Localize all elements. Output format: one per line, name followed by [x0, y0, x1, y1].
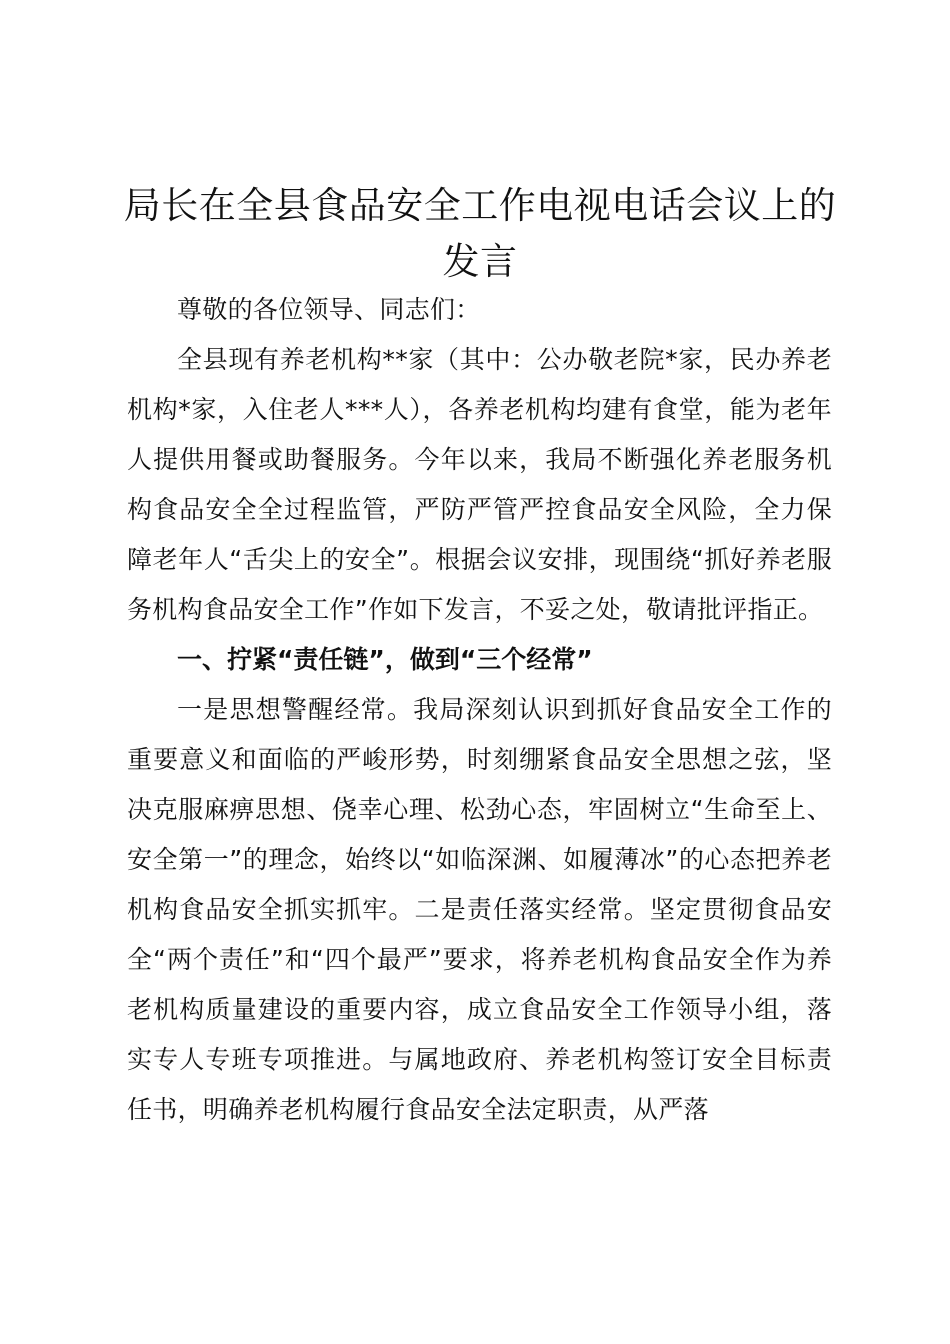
- intro-paragraph: 全县现有养老机构**家（其中：公办敬老院*家，民办养老机构*家，入住老人***人），各养老机构均建有食堂，能为老年人提供用餐或助餐服务。今年以来，我局不断强化养老服务机构食品安全全过程监管，严防严管严控食品安全风险，全力保障老年人“舌尖上的安全”。根据会议安排，现围绕“抓好养老服务机构食品安全工作”作如下发言，不妥之处，敬请批评指正。: [127, 345, 832, 624]
- salutation: 尊敬的各位领导、同志们：: [177, 295, 481, 324]
- section-heading: 一、拧紧“责任链”，做到“三个经常”: [177, 645, 593, 674]
- document-title: 局长在全县食品安全工作电视电话会议上的发言: [123, 184, 837, 283]
- document-body: [127, 285, 832, 1135]
- section-paragraph: 一是思想警醒经常。我局深刻认识到抓好食品安全工作的重要意义和面临的严峻形势，时刻绷紧食品安全思想之弦，坚决克服麻痹思想、侥幸心理、松劲心态，牢固树立“生命至上、安全第一”的理念，始终以“如临深渊、如履薄冰”的心态把养老机构食品安全抓实抓牢。二是责任落实经常。坚定贯彻食品安全“两个责任”和“四个最严”要求，将养老机构食品安全作为养老机构质量建设的重要内容，成立食品安全工作领导小组，落实专人专班专项推进。与属地政府、养老机构签订安全目标责任书，明确养老机构履行食品安全法定职责，从严落: [127, 695, 832, 1124]
